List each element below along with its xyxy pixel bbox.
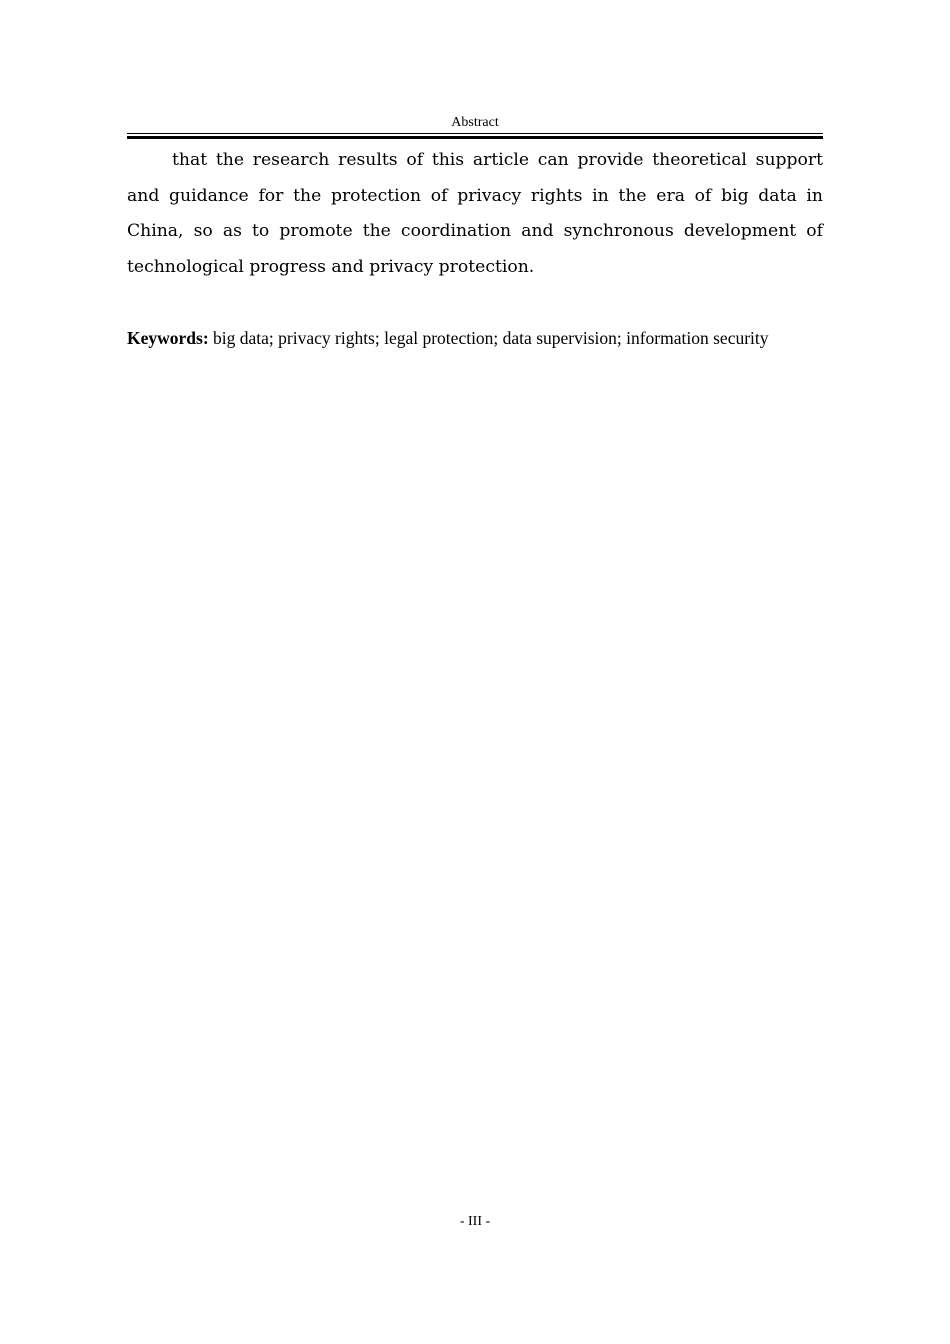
header-double-rule bbox=[127, 133, 823, 139]
abstract-paragraph: that the research results of this article can provide theoretical support and guidance for the protection of privacy rights in the era of big data in China, so as to promote the coordination and synchronous development of technological progress and privacy protection. bbox=[127, 150, 823, 277]
page-number: - III - bbox=[459, 1214, 491, 1229]
running-header-title: Abstract bbox=[451, 115, 499, 130]
keywords-label: Keywords: bbox=[127, 328, 209, 348]
keywords-line bbox=[127, 321, 823, 356]
keywords-text: big data; privacy rights; legal protection; data supervision; information security bbox=[213, 328, 769, 348]
